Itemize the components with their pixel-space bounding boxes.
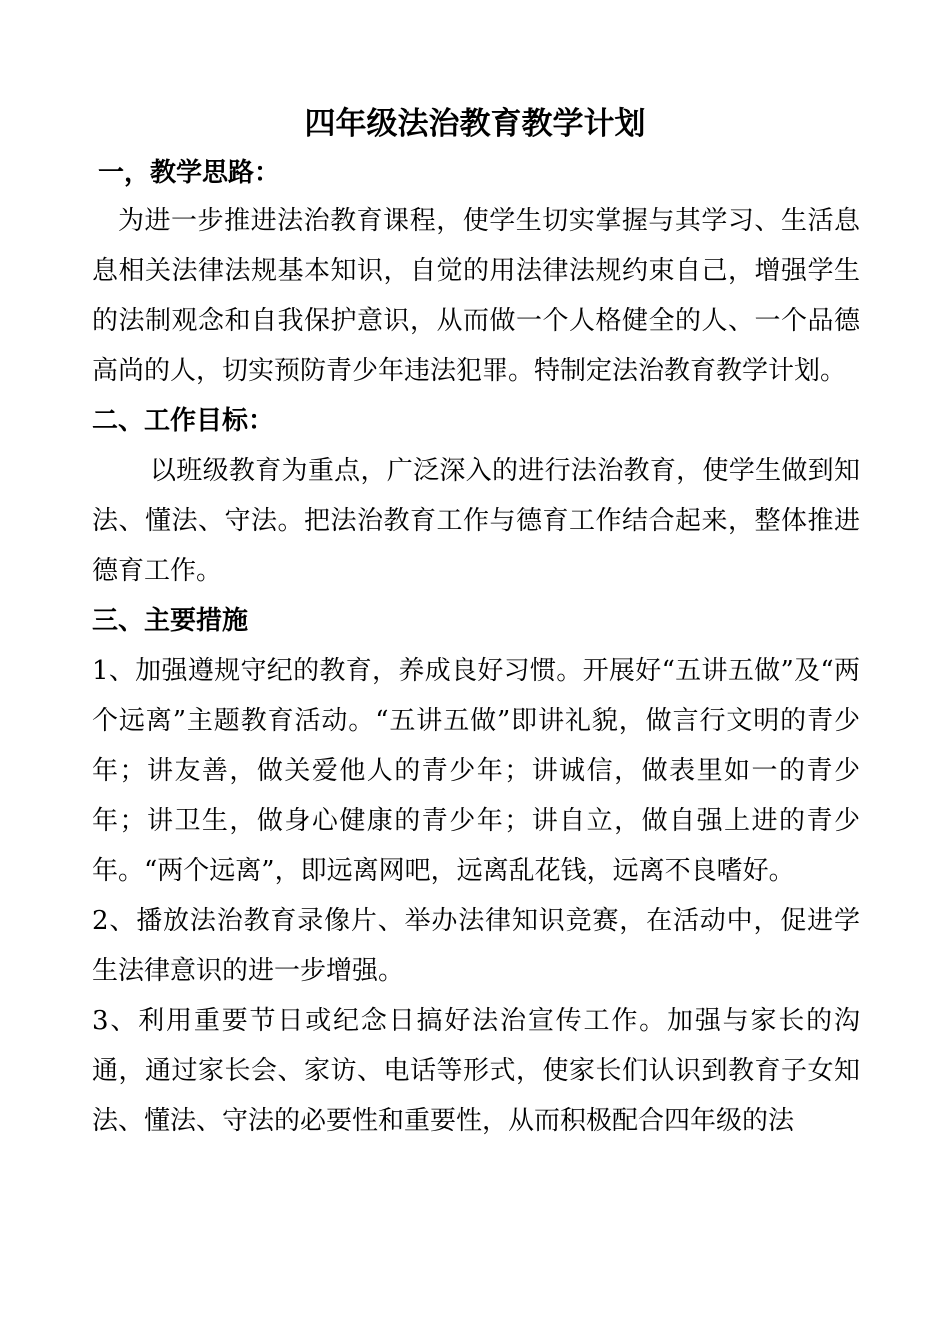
- paragraph-measure-1: 1、加强遵规守纪的教育，养成良好习惯。开展好“五讲五做”及“两个远离”主题教育活动。“五讲五做”即讲礼貌，做言行文明的青少年；讲友善，做关爱他人的青少年；讲诚信，做表里如一的青少年；讲卫生，做身心健康的青少年；讲自立，做自强上进的青少年。“两个远离”，即远离网吧，远离乱花钱，远离不良嗜好。: [92, 656, 860, 886]
- paragraph-measure-2: 2、播放法治教育录像片、举办法律知识竞赛，在活动中，促进学生法律意识的进一步增强。: [92, 906, 860, 986]
- section-heading-main-measures: 三、主要措施: [92, 606, 249, 636]
- document-title: 四年级法治教育教学计划: [304, 106, 646, 142]
- section-heading-teaching-approach: 一，教学思路：: [98, 158, 281, 188]
- section-heading-work-goals: 二、工作目标：: [92, 406, 275, 436]
- paragraph-measure-3: 3、利用重要节日或纪念日搞好法治宣传工作。加强与家长的沟通，通过家长会、家访、电话等形式，使家长们认识到教育子女知法、懂法、守法的必要性和重要性，从而积极配合四年级的法: [92, 1006, 860, 1136]
- document-body: [92, 150, 860, 1146]
- paragraph-teaching-approach: 为进一步推进法治教育课程，使学生切实掌握与其学习、生活息息相关法律法规基本知识，自觉的用法律法规约束自己，增强学生的法制观念和自我保护意识，从而做一个人格健全的人、一个品德高尚的人，切实预防青少年违法犯罪。特制定法治教育教学计划。: [92, 206, 860, 386]
- paragraph-work-goals: 以班级教育为重点，广泛深入的进行法治教育，使学生做到知法、懂法、守法。把法治教育工作与德育工作结合起来，整体推进德育工作。: [92, 456, 860, 586]
